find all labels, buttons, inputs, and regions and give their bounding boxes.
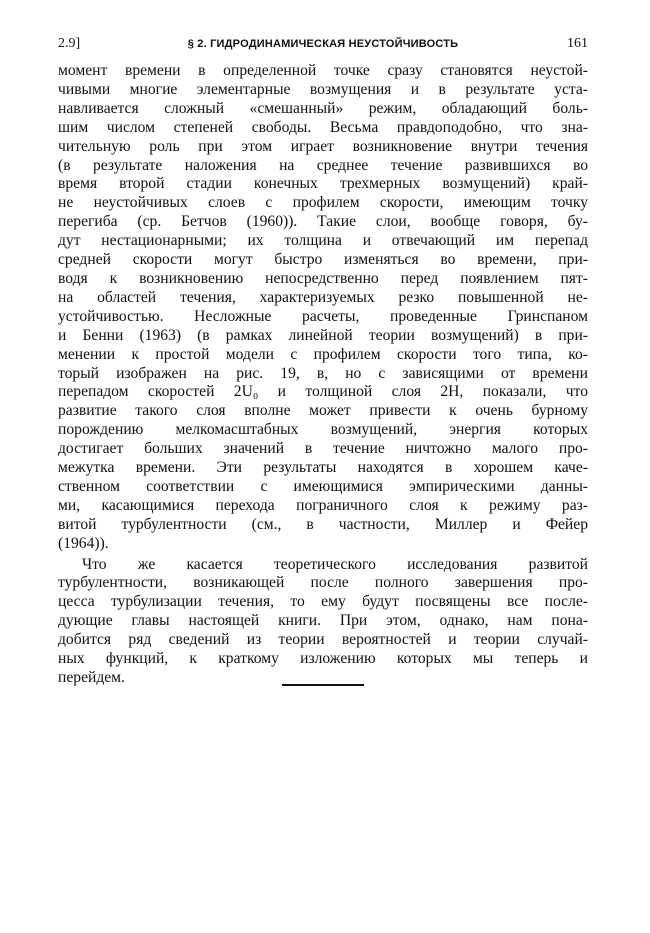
running-title: § 2. ГИДРОДИНАМИЧЕСКАЯ НЕУСТОЙЧИВОСТЬ (187, 38, 459, 50)
text-line: менении к простой модели с профилем скорости того типа, ко- (58, 345, 588, 363)
text-line: перегиба (ср. Бетчов (1960)). Такие слои, вообще говоря, бу- (58, 213, 588, 231)
text-line: шим числом степеней свободы. Весьма правдоподобно, что зна- (58, 118, 588, 136)
text-line: перепадом скоростей 2U₀ и толщиной слоя 2H, показали, что (58, 383, 588, 401)
text-line: ных функций, к краткому изложению которых мы теперь и (58, 650, 588, 668)
text-line: чивыми многие элементарные возмущения и в результате уста- (58, 80, 588, 98)
text-line: витой турбулентности (см., в частности, Миллер и Фейер (58, 515, 588, 533)
text-line: время второй стадии конечных трехмерных возмущений) край- (58, 175, 588, 193)
book-page (58, 34, 588, 688)
text-line: не неустойчивых слоев с профилем скорости, имеющим точку (58, 194, 588, 212)
text-line: ственном соответствии с имеющимися эмпирическими данны- (58, 477, 588, 495)
running-head (58, 34, 588, 54)
text-line: цесса турбулизации течения, то ему будут посвящены все после- (58, 593, 588, 611)
page-number: 161 (567, 36, 588, 51)
text-line: развитие такого слоя вполне может привести к очень бурному (58, 402, 588, 420)
paragraph-1 (58, 62, 588, 554)
text-line: порождению мелкомасштабных возмущений, энергия которых (58, 421, 588, 439)
text-line: дут нестационарными; их толщина и отвечающий им перепад (58, 232, 588, 250)
text-line: и Бенни (1963) (в рамках линейной теории возмущений) в при- (58, 326, 588, 344)
text-line: межутка времени. Эти результаты находятся в хорошем каче- (58, 459, 588, 477)
section-reference: 2.9] (58, 36, 81, 51)
text-line: Что же касается теоретического исследования развитой (82, 555, 588, 573)
text-line: навливается сложный «смешанный» режим, обладающий боль- (58, 99, 588, 117)
text-line: перейдем. (58, 669, 125, 686)
chapter-end-rule (282, 684, 364, 686)
body-text (58, 62, 588, 688)
text-line: турбулентности, возникающей после полного завершения про- (58, 574, 588, 592)
text-line: торый изображен на рис. 19, в, но с зависящими от времени (58, 364, 588, 382)
text-line: момент времени в определенной точке сразу становятся неустой- (58, 62, 588, 79)
text-line: (в результате наложения на среднее течение развившихся во (58, 156, 588, 174)
text-line: достигает больших значений в течение ничтожно малого про- (58, 440, 588, 458)
text-line: чительную роль при этом играет возникновение внутри течения (58, 137, 588, 155)
text-line: средней скорости могут быстро изменяться во времени, при- (58, 251, 588, 269)
text-line: водя к возникновению непосредственно перед появлением пят- (58, 269, 588, 287)
text-line: устойчивостью. Несложные расчеты, проведенные Гринспаном (58, 307, 588, 325)
text-line: добится ряд сведений из теории вероятностей и теории случай- (58, 631, 588, 649)
text-line: ми, касающимися перехода пограничного слоя к режиму раз- (58, 496, 588, 514)
text-line: (1964)). (58, 534, 109, 552)
paragraph-2 (58, 556, 588, 688)
text-line: дующие главы настоящей книги. При этом, однако, нам пона- (58, 612, 588, 630)
text-line: на областей течения, характеризуемых резко повышенной не- (58, 288, 588, 306)
